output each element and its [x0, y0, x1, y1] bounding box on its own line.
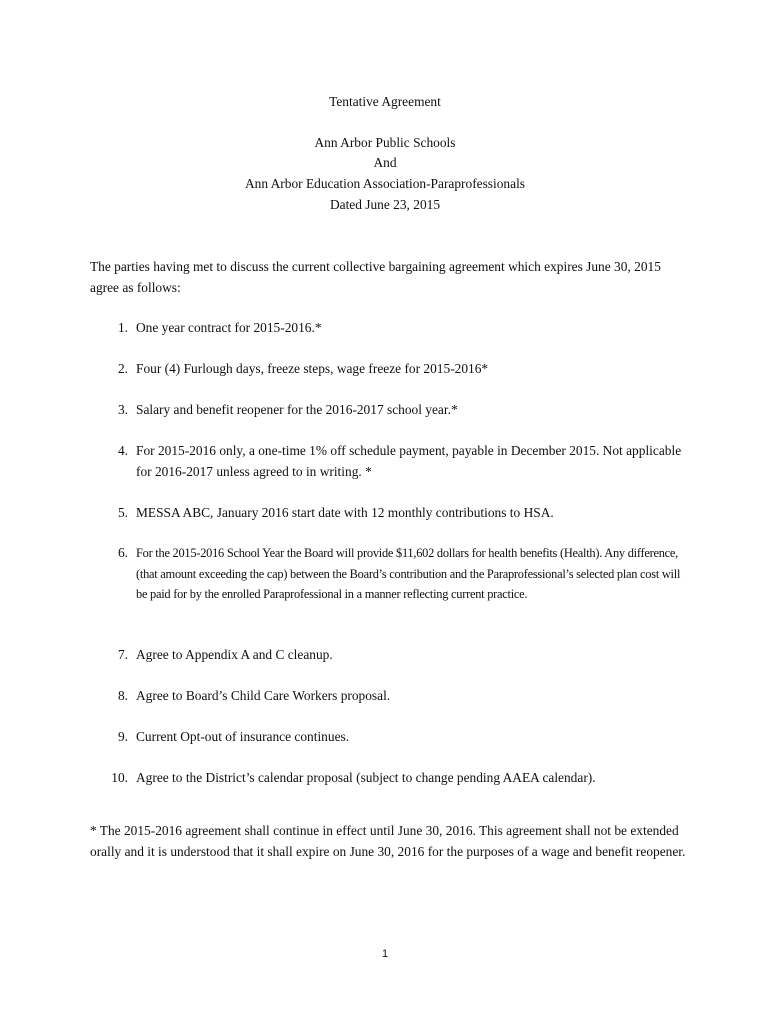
conjunction: And	[373, 155, 397, 170]
list-item	[108, 727, 688, 748]
list-item-number: 6.	[117, 545, 128, 560]
list-item-number: 8.	[117, 688, 128, 703]
list-item-number: 3.	[117, 402, 128, 417]
page-number: 1	[381, 948, 389, 960]
footnote-paragraph: * The 2015-2016 agreement shall continue in effect until June 30, 2016. This agreement shall not be extended orally and it is understood that it shall expire on June 30, 2016 for the purposes of a wage and benefit reopener.	[90, 823, 686, 859]
list-item-text: Current Opt-out of insurance continues.	[136, 729, 350, 744]
list-item	[108, 441, 688, 482]
list-item-text: Agree to Appendix A and C cleanup.	[136, 647, 333, 662]
document-title: Tentative Agreement	[329, 94, 441, 109]
list-item	[108, 318, 688, 339]
list-item-text: MESSA ABC, January 2016 start date with 12 monthly contributions to HSA.	[136, 505, 554, 520]
list-item	[108, 400, 688, 421]
list-item	[108, 686, 688, 707]
list-item-number: 2.	[117, 361, 128, 376]
list-item-number: 1.	[117, 320, 128, 335]
list-item-text: For 2015-2016 only, a one-time 1% off schedule payment, payable in December 2015. Not applicable for 2016-2017 unless agreed to in writing. *	[136, 443, 682, 479]
list-item-text: Agree to Board’s Child Care Workers proposal.	[136, 688, 391, 703]
list-item-number: 10.	[111, 770, 128, 785]
list-item-text: Salary and benefit reopener for the 2016-2017 school year.*	[136, 402, 458, 417]
list-item-number: 9.	[117, 729, 128, 744]
list-item	[108, 543, 688, 605]
list-item-number: 7.	[117, 647, 128, 662]
list-item-text: Four (4) Furlough days, freeze steps, wage freeze for 2015-2016*	[136, 361, 489, 376]
list-item-text: For the 2015-2016 School Year the Board will provide $11,602 dollars for health benefits (Health). Any difference, (that amount exceeding the cap) between the Board’s contribution and the Paraprofessional’s selected plan cost will be paid for by the enrolled Paraprofessional in a manner reflecting current practice.	[136, 546, 681, 601]
party-one: Ann Arbor Public Schools	[314, 135, 456, 150]
list-item-text: One year contract for 2015-2016.*	[136, 320, 322, 335]
list-item-number: 4.	[117, 443, 128, 458]
list-item	[108, 359, 688, 380]
list-item	[108, 503, 688, 524]
list-item	[108, 645, 688, 666]
party-two: Ann Arbor Education Association-Paraprofessionals	[244, 176, 526, 191]
agreement-date: Dated June 23, 2015	[329, 197, 441, 212]
list-item-text: Agree to the District’s calendar proposal (subject to change pending AAEA calendar).	[136, 770, 596, 785]
intro-paragraph: The parties having met to discuss the current collective bargaining agreement which expires June 30, 2015 agree as follows:	[90, 259, 661, 295]
list-item	[108, 768, 688, 789]
list-item-number: 5.	[117, 505, 128, 520]
